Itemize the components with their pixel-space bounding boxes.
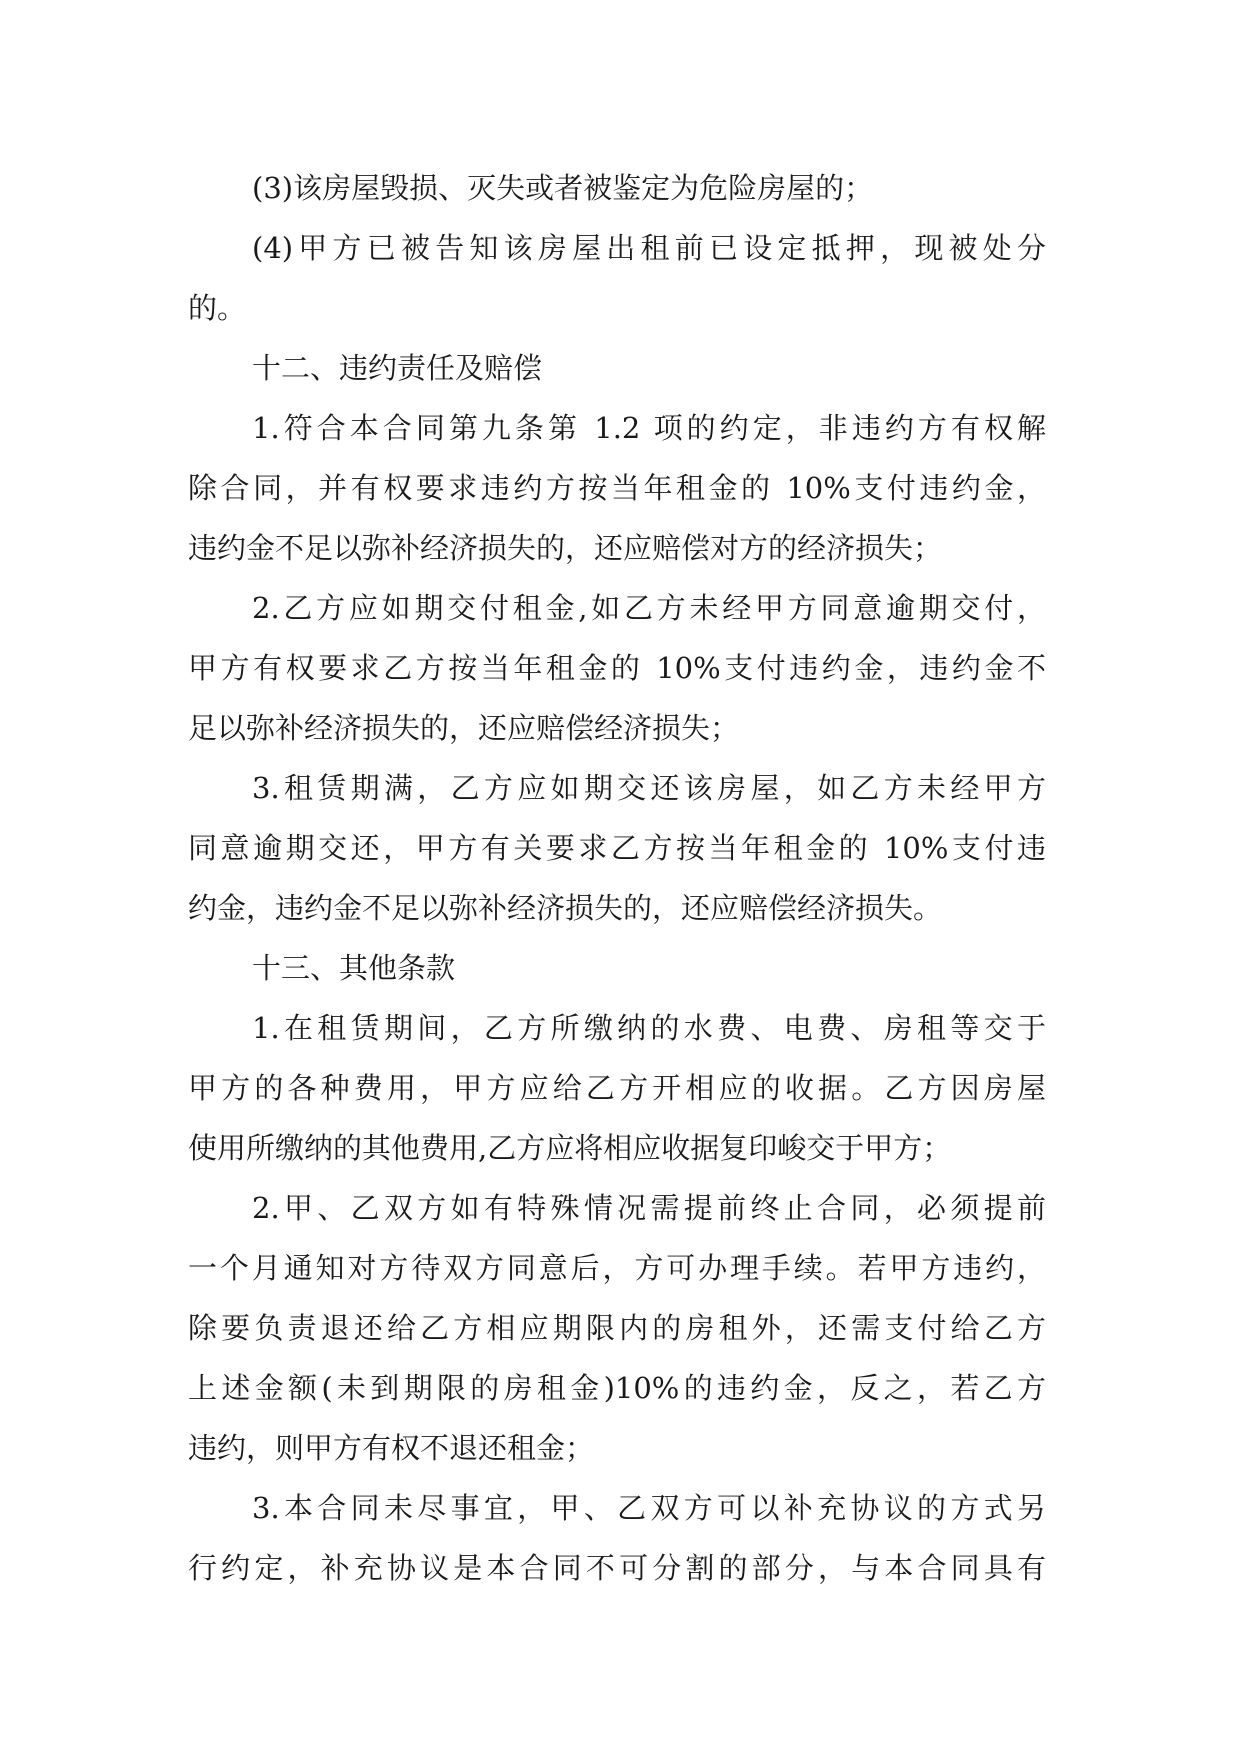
text-line: 使用所缴纳的其他费用,乙方应将相应收据复印峻交于甲方； bbox=[188, 1131, 952, 1165]
text-line: (4)甲方已被告知该房屋出租前已设定抵押，现被处分 bbox=[252, 231, 1046, 265]
text-line: 3.租赁期满，乙方应如期交还该房屋，如乙方未经甲方 bbox=[252, 771, 1046, 805]
text-line: 1.符合本合同第九条第 1.2 项的约定，非违约方有权解 bbox=[252, 411, 1046, 445]
text-line: 1.在租赁期间，乙方所缴纳的水费、电费、房租等交于 bbox=[252, 1011, 1046, 1045]
document-body bbox=[188, 158, 1046, 1598]
text-line: 2.甲、乙双方如有特殊情况需提前终止合同，必须提前 bbox=[252, 1191, 1046, 1225]
text-line: 同意逾期交还，甲方有关要求乙方按当年租金的 10%支付违 bbox=[188, 831, 1046, 865]
text-line: 2.乙方应如期交付租金,如乙方未经甲方同意逾期交付， bbox=[252, 591, 1046, 625]
text-line: 3.本合同未尽事宜，甲、乙双方可以补充协议的方式另 bbox=[252, 1491, 1046, 1525]
text-line: 除合同，并有权要求违约方按当年租金的 10%支付违约金， bbox=[188, 471, 1046, 505]
text-line: 十二、违约责任及赔偿 bbox=[252, 351, 543, 385]
text-line: 除要负责退还给乙方相应期限内的房租外，还需支付给乙方 bbox=[188, 1311, 1046, 1345]
text-line: (3)该房屋毁损、灭失或者被鉴定为危险房屋的； bbox=[252, 171, 874, 205]
text-line: 行约定，补充协议是本合同不可分割的部分，与本合同具有 bbox=[188, 1551, 1046, 1585]
text-line: 足以弥补经济损失的，还应赔偿经济损失； bbox=[188, 711, 740, 745]
text-line: 上述金额(未到期限的房租金)10%的违约金，反之，若乙方 bbox=[188, 1371, 1046, 1405]
text-line: 违约金不足以弥补经济损失的，还应赔偿对方的经济损失； bbox=[188, 531, 943, 565]
text-line: 甲方有权要求乙方按当年租金的 10%支付违约金，违约金不 bbox=[188, 651, 1046, 685]
text-line: 甲方的各种费用，甲方应给乙方开相应的收据。乙方因房屋 bbox=[188, 1071, 1046, 1105]
text-line: 违约，则甲方有权不退还租金； bbox=[188, 1431, 595, 1465]
text-line: 十三、其他条款 bbox=[252, 951, 456, 985]
text-line: 约金，违约金不足以弥补经济损失的，还应赔偿经济损失。 bbox=[188, 891, 943, 925]
text-line: 一个月通知对方待双方同意后，方可办理手续。若甲方违约， bbox=[188, 1251, 1046, 1285]
text-line: 的。 bbox=[188, 291, 247, 325]
